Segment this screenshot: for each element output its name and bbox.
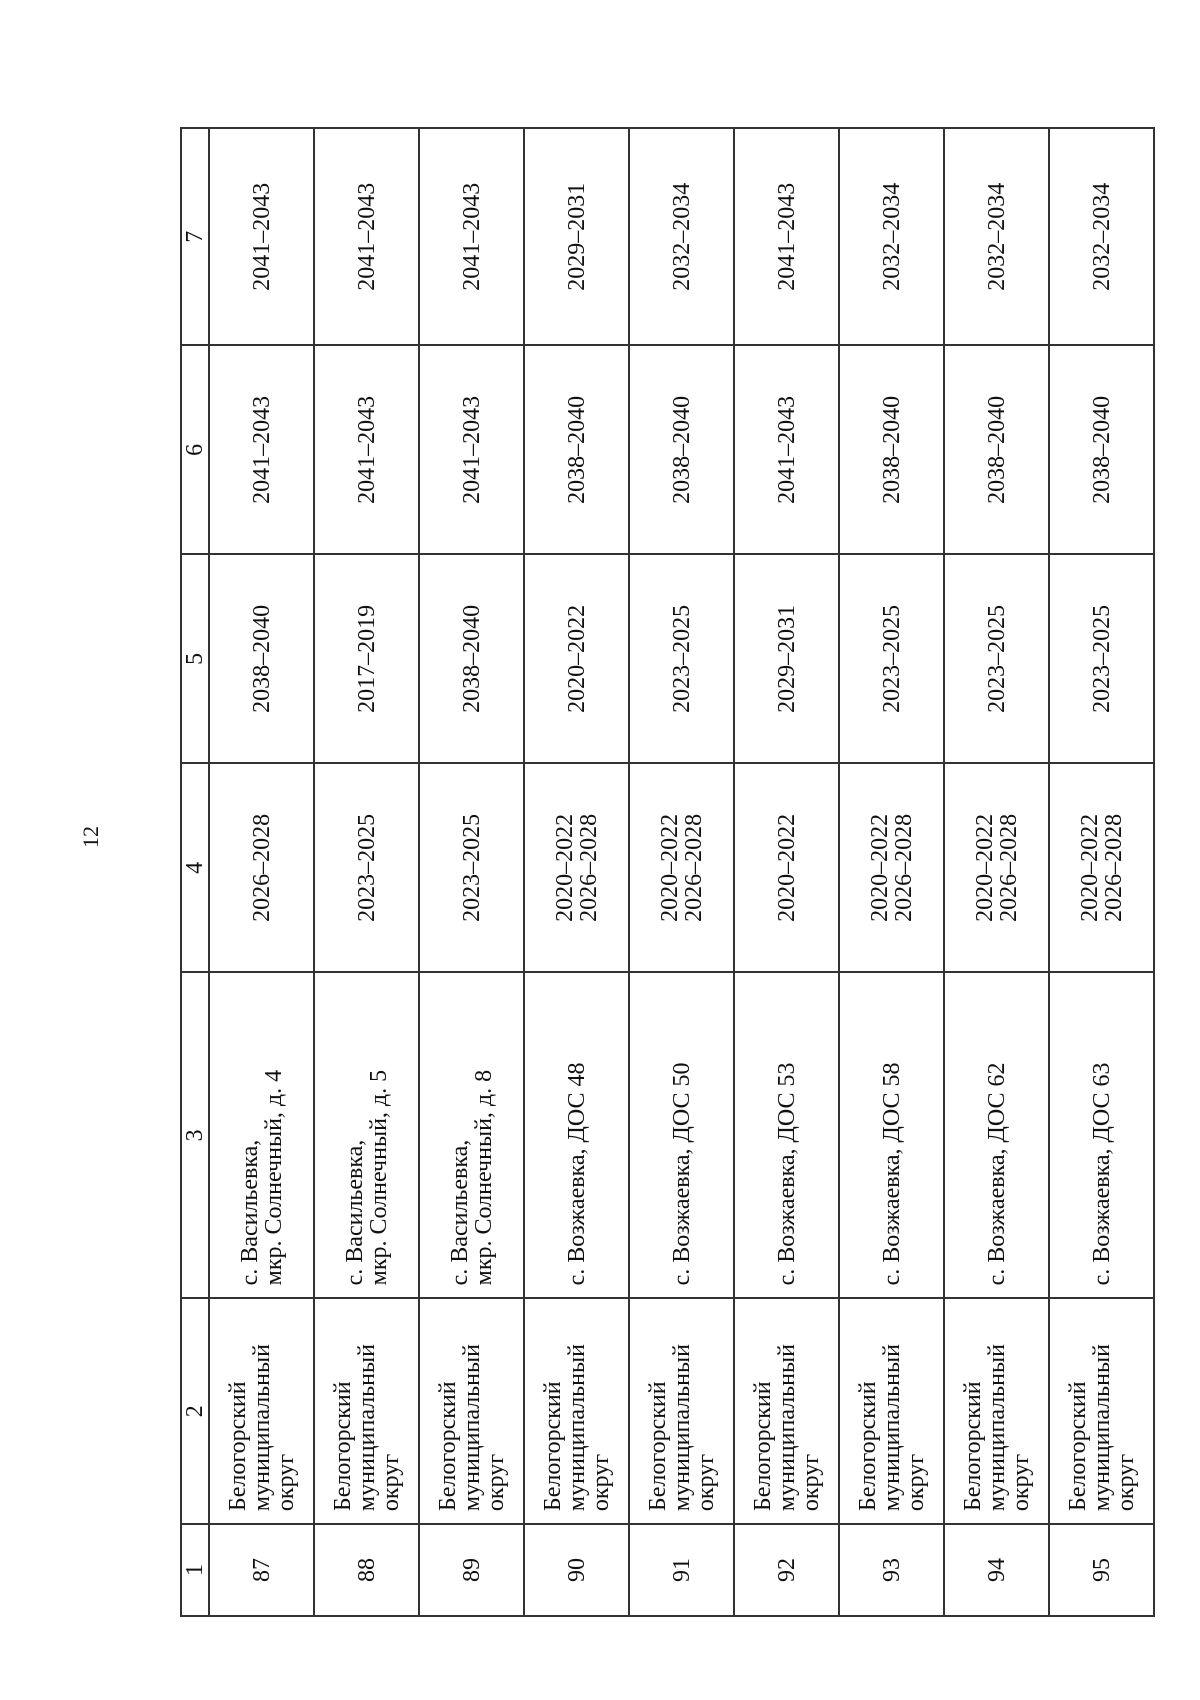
- col4-line: 2026–2028: [248, 813, 275, 922]
- rotated-table-container: [180, 127, 1155, 1617]
- row-number-cell: 94: [944, 1524, 1049, 1616]
- district-line: Белогорский: [434, 1381, 461, 1512]
- district-cell: [524, 1298, 629, 1524]
- address-line: с. Возжаевка, ДОС 58: [878, 1062, 905, 1286]
- col6-cell: 2038–2040: [524, 345, 629, 554]
- col7-cell: 2041–2043: [734, 128, 839, 345]
- address-cell: [944, 972, 1049, 1298]
- col4-line: 2026–2028: [575, 813, 602, 922]
- row-number-cell: 87: [209, 1524, 314, 1616]
- district-cell: [314, 1298, 419, 1524]
- row-number-cell: 90: [524, 1524, 629, 1616]
- col7-cell: 2032–2034: [839, 128, 944, 345]
- header-col-1: 1: [181, 1524, 209, 1616]
- col4-line: 2023–2025: [353, 813, 380, 922]
- col7-cell: 2041–2043: [209, 128, 314, 345]
- address-line: мкр. Солнечный, д. 5: [365, 1069, 392, 1286]
- col4-cell: [209, 763, 314, 972]
- col6-cell: 2041–2043: [734, 345, 839, 554]
- district-line: округ: [692, 1453, 719, 1512]
- district-line: округ: [1007, 1453, 1034, 1512]
- col6-cell: 2041–2043: [209, 345, 314, 554]
- col4-cell: [944, 763, 1049, 972]
- district-line: муниципальный: [563, 1344, 590, 1512]
- district-line: округ: [797, 1453, 824, 1512]
- district-line: Белогорский: [329, 1381, 356, 1512]
- district-line: Белогорский: [749, 1381, 776, 1512]
- col5-cell: 2023–2025: [944, 554, 1049, 763]
- col4-line: 2020–2022: [1076, 813, 1103, 922]
- col7-cell: 2032–2034: [944, 128, 1049, 345]
- district-line: Белогорский: [539, 1381, 566, 1512]
- address-line: с. Возжаевка, ДОС 53: [773, 1062, 800, 1286]
- district-line: округ: [1112, 1453, 1139, 1512]
- col4-cell: [419, 763, 524, 972]
- header-row: [181, 128, 209, 1616]
- col4-cell: [524, 763, 629, 972]
- col7-cell: 2032–2034: [1049, 128, 1154, 345]
- district-cell: [629, 1298, 734, 1524]
- table-row: [839, 128, 944, 1616]
- col4-cell: [629, 763, 734, 972]
- district-cell: [1049, 1298, 1154, 1524]
- header-col-6: 6: [181, 345, 209, 554]
- col5-cell: 2017–2019: [314, 554, 419, 763]
- schedule-table: [180, 127, 1155, 1617]
- col6-cell: 2041–2043: [314, 345, 419, 554]
- district-line: муниципальный: [773, 1344, 800, 1512]
- col5-cell: 2029–2031: [734, 554, 839, 763]
- header-col-2: 2: [181, 1298, 209, 1524]
- col4-cell: [1049, 763, 1154, 972]
- table-row: [419, 128, 524, 1616]
- col7-cell: 2032–2034: [629, 128, 734, 345]
- table-row: [1049, 128, 1154, 1616]
- district-line: муниципальный: [878, 1344, 905, 1512]
- col5-cell: 2038–2040: [419, 554, 524, 763]
- col4-line: 2020–2022: [773, 813, 800, 922]
- col5-cell: 2023–2025: [839, 554, 944, 763]
- table-row: [209, 128, 314, 1616]
- row-number-cell: 92: [734, 1524, 839, 1616]
- row-number-cell: 95: [1049, 1524, 1154, 1616]
- address-line: мкр. Солнечный, д. 8: [470, 1069, 497, 1286]
- table-row: [944, 128, 1049, 1616]
- district-line: Белогорский: [644, 1381, 671, 1512]
- col4-line: 2020–2022: [551, 813, 578, 922]
- col4-cell: [314, 763, 419, 972]
- col5-cell: 2023–2025: [629, 554, 734, 763]
- col7-cell: 2029–2031: [524, 128, 629, 345]
- district-line: муниципальный: [668, 1344, 695, 1512]
- address-cell: [839, 972, 944, 1298]
- address-cell: [209, 972, 314, 1298]
- row-number-cell: 88: [314, 1524, 419, 1616]
- header-col-3: 3: [181, 972, 209, 1298]
- col4-line: 2026–2028: [995, 813, 1022, 922]
- col4-line: 2020–2022: [866, 813, 893, 922]
- col4-line: 2020–2022: [656, 813, 683, 922]
- district-cell: [944, 1298, 1049, 1524]
- col4-line: 2026–2028: [890, 813, 917, 922]
- col4-line: 2023–2025: [458, 813, 485, 922]
- col4-cell: [734, 763, 839, 972]
- district-line: Белогорский: [854, 1381, 881, 1512]
- col6-cell: 2041–2043: [419, 345, 524, 554]
- row-number-cell: 89: [419, 1524, 524, 1616]
- address-cell: [1049, 972, 1154, 1298]
- address-line: с. Васильевка,: [446, 1139, 473, 1286]
- col5-cell: 2020–2022: [524, 554, 629, 763]
- district-line: Белогорский: [224, 1381, 251, 1512]
- table-body: [209, 128, 1154, 1616]
- address-line: с. Возжаевка, ДОС 48: [563, 1062, 590, 1286]
- row-number-cell: 93: [839, 1524, 944, 1616]
- table-row: [524, 128, 629, 1616]
- col6-cell: 2038–2040: [839, 345, 944, 554]
- address-line: с. Васильевка,: [341, 1139, 368, 1286]
- district-line: округ: [377, 1453, 404, 1512]
- district-cell: [839, 1298, 944, 1524]
- col6-cell: 2038–2040: [1049, 345, 1154, 554]
- address-line: с. Васильевка,: [236, 1139, 263, 1286]
- district-line: муниципальный: [353, 1344, 380, 1512]
- district-line: муниципальный: [1088, 1344, 1115, 1512]
- district-cell: [734, 1298, 839, 1524]
- district-line: Белогорский: [959, 1381, 986, 1512]
- district-line: округ: [272, 1453, 299, 1512]
- col4-cell: [839, 763, 944, 972]
- district-line: муниципальный: [248, 1344, 275, 1512]
- col5-cell: 2038–2040: [209, 554, 314, 763]
- address-cell: [524, 972, 629, 1298]
- col4-line: 2026–2028: [680, 813, 707, 922]
- address-line: с. Возжаевка, ДОС 63: [1088, 1062, 1115, 1286]
- col7-cell: 2041–2043: [419, 128, 524, 345]
- table-row: [314, 128, 419, 1616]
- address-line: с. Возжаевка, ДОС 62: [983, 1062, 1010, 1286]
- district-line: округ: [587, 1453, 614, 1512]
- address-cell: [419, 972, 524, 1298]
- address-cell: [734, 972, 839, 1298]
- header-col-7: 7: [181, 128, 209, 345]
- header-col-4: 4: [181, 763, 209, 972]
- district-cell: [419, 1298, 524, 1524]
- col5-cell: 2023–2025: [1049, 554, 1154, 763]
- col7-cell: 2041–2043: [314, 128, 419, 345]
- col4-line: 2026–2028: [1100, 813, 1127, 922]
- address-cell: [314, 972, 419, 1298]
- address-line: мкр. Солнечный, д. 4: [260, 1069, 287, 1286]
- district-cell: [209, 1298, 314, 1524]
- table-row: [629, 128, 734, 1616]
- col6-cell: 2038–2040: [944, 345, 1049, 554]
- district-line: Белогорский: [1064, 1381, 1091, 1512]
- page-number: 12: [78, 826, 103, 848]
- header-col-5: 5: [181, 554, 209, 763]
- row-number-cell: 91: [629, 1524, 734, 1616]
- col4-line: 2020–2022: [971, 813, 998, 922]
- district-line: округ: [902, 1453, 929, 1512]
- district-line: муниципальный: [458, 1344, 485, 1512]
- address-line: с. Возжаевка, ДОС 50: [668, 1062, 695, 1286]
- address-cell: [629, 972, 734, 1298]
- table-row: [734, 128, 839, 1616]
- district-line: округ: [482, 1453, 509, 1512]
- col6-cell: 2038–2040: [629, 345, 734, 554]
- district-line: муниципальный: [983, 1344, 1010, 1512]
